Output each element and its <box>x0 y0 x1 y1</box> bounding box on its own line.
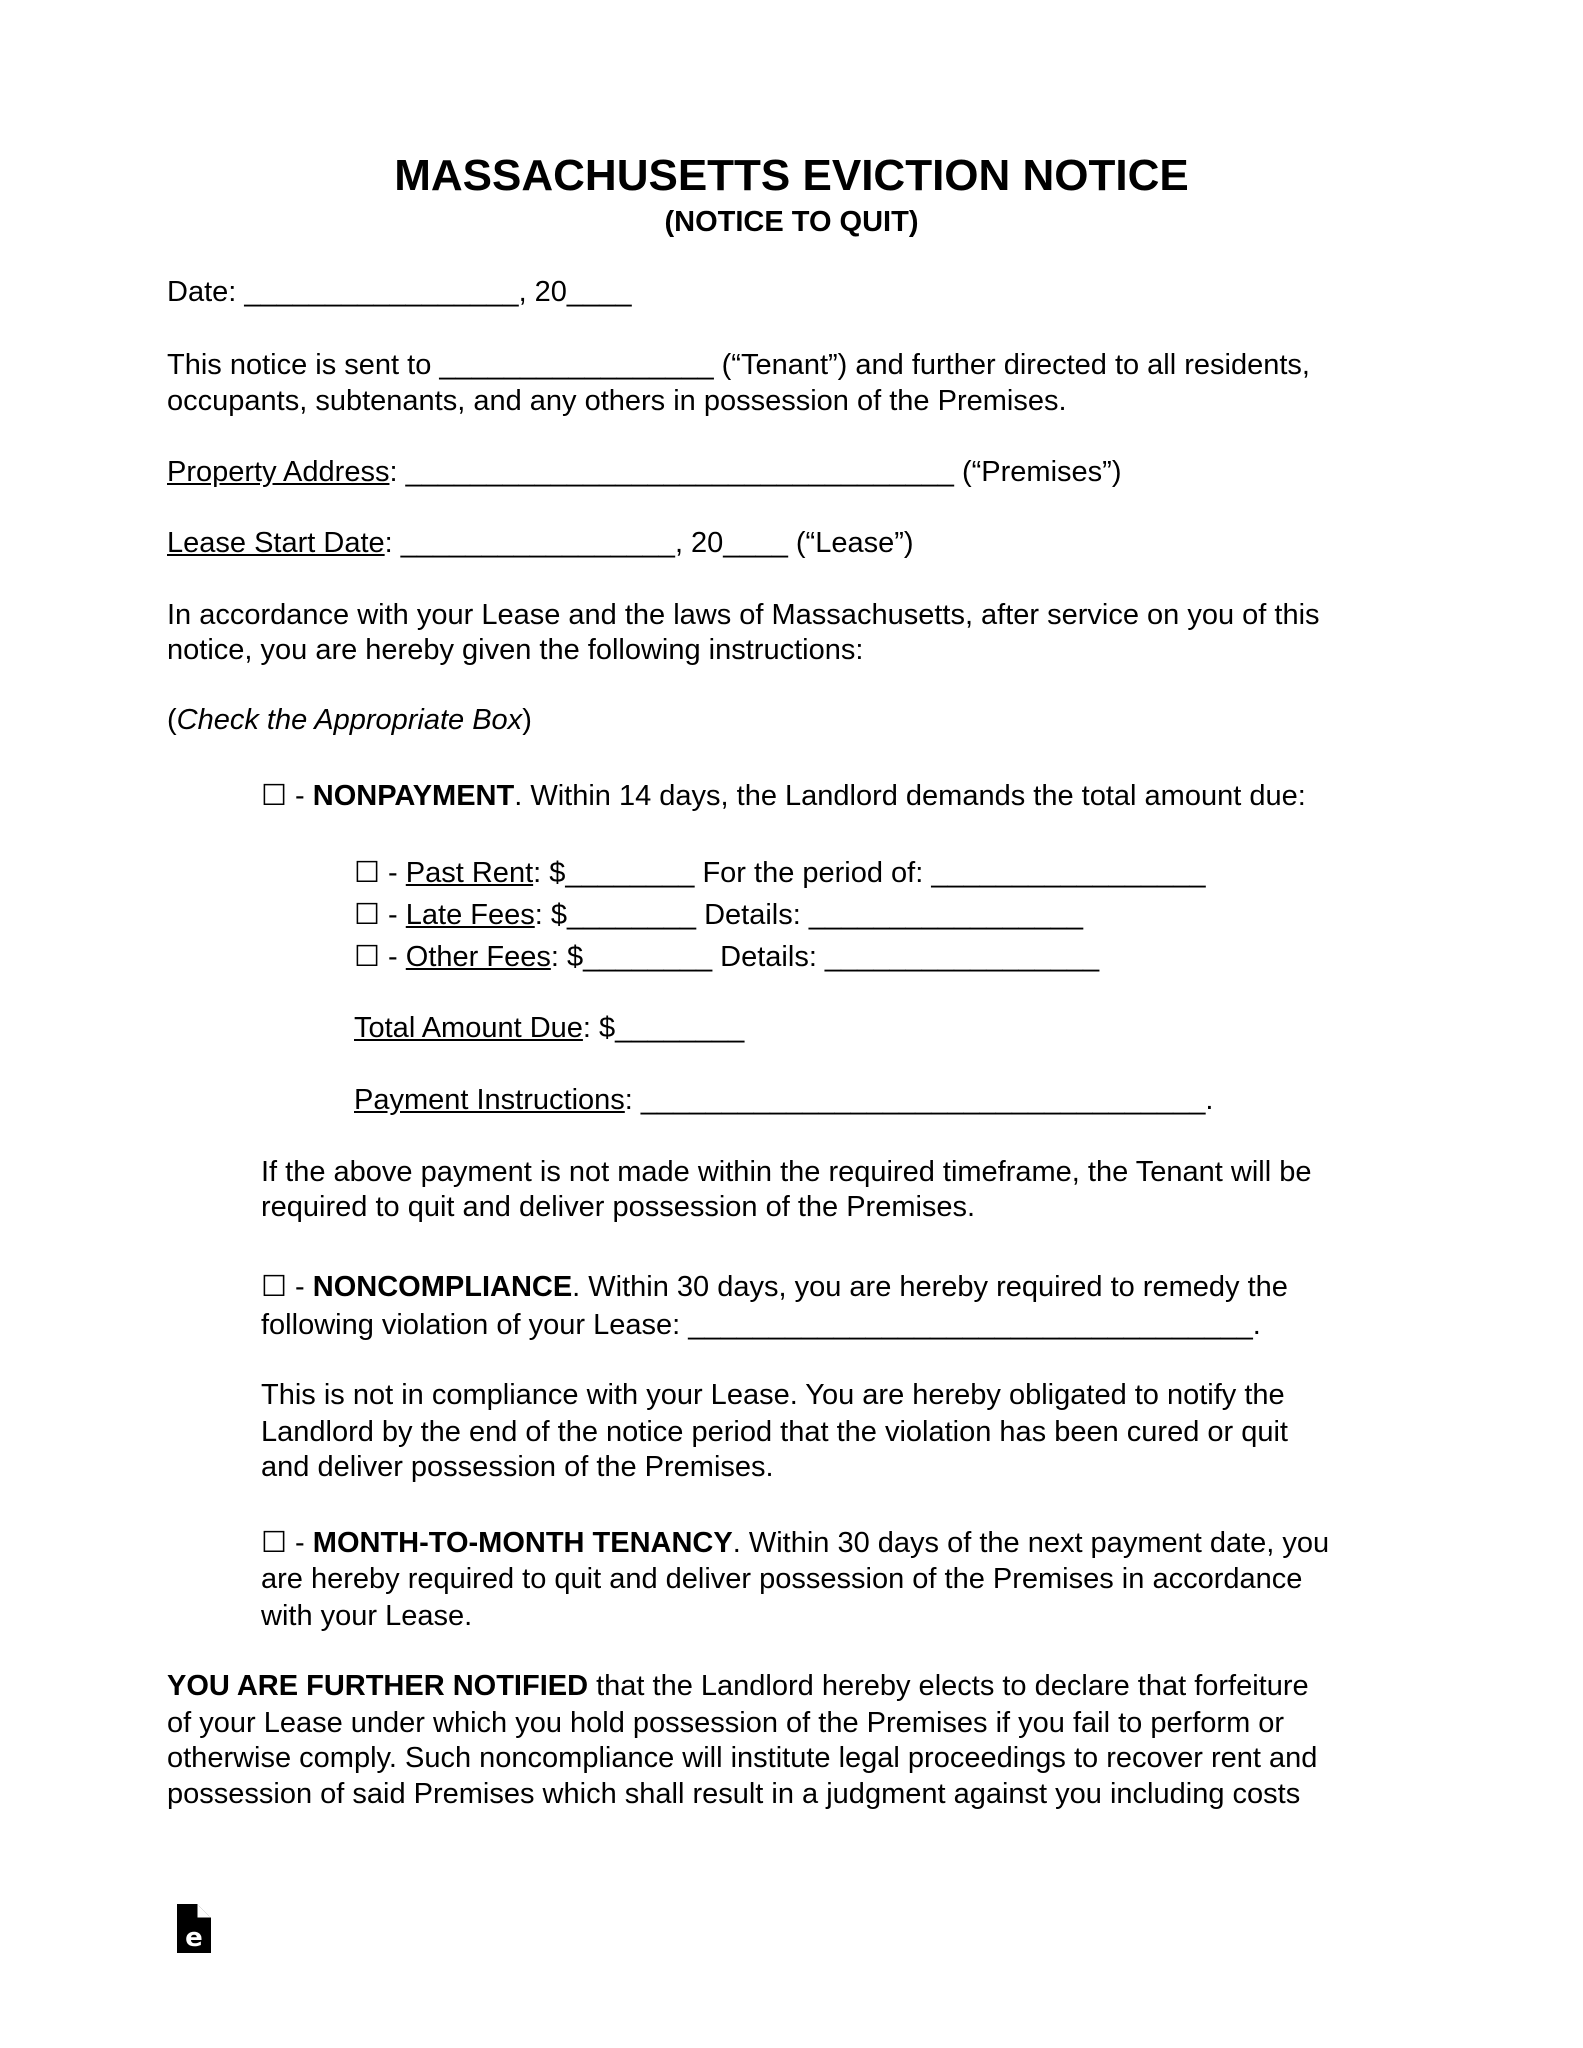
nonpayment-after-line1: If the above payment is not made within the required timeframe, the Tenant will be <box>261 1156 1312 1188</box>
month-to-month-line2: are hereby required to quit and deliver possession of the Premises in accordance <box>261 1563 1303 1595</box>
total-amount-field[interactable]: : $________ <box>582 1012 745 1044</box>
other-fees-field[interactable]: : $________ Details: _________________ <box>550 941 1100 973</box>
lease-start-line <box>167 525 914 561</box>
further-line1: YOU ARE FURTHER NOTIFIED that the Landlord hereby elects to declare that forfeiture <box>167 1670 1309 1702</box>
check-instruction: (Check the Appropriate Box) <box>167 704 532 736</box>
nonpayment-after-line2: required to quit and deliver possession of the Premises. <box>261 1191 976 1223</box>
lease-start-label: Lease Start Date <box>167 527 385 559</box>
nonpayment-checkbox[interactable]: ☐ <box>261 780 287 812</box>
other-fees-checkbox[interactable]: ☐ <box>354 941 380 973</box>
noncompliance-violation-field[interactable]: following violation of your Lease: ___________________________________. <box>261 1309 1261 1341</box>
month-to-month-checkbox[interactable]: ☐ <box>261 1527 287 1559</box>
property-address-label: Property Address <box>167 456 390 488</box>
payment-instructions-line: Payment Instructions: ___________________________________. <box>354 1084 1214 1116</box>
accordance-line1: In accordance with your Lease and the laws of Massachusetts, after service on you of this <box>167 599 1320 631</box>
property-address-field[interactable]: : __________________________________ (“Premises”) <box>389 456 1122 488</box>
other-fees-item: ☐ - Other Fees: $________ Details: _________________ <box>354 941 1100 973</box>
late-fees-checkbox[interactable]: ☐ <box>354 899 380 931</box>
notice-to-line1: This notice is sent to _________________ (“Tenant”) and further directed to all residents, <box>167 349 1310 381</box>
nonpayment-option: ☐ - NONPAYMENT. Within 14 days, the Landlord demands the total amount due: <box>261 780 1306 812</box>
property-address-line <box>167 454 1121 490</box>
late-fees-field[interactable]: : $________ Details: _________________ <box>534 899 1084 931</box>
total-amount-line: Total Amount Due: $________ <box>354 1012 745 1044</box>
noncompliance-p2: Landlord by the end of the notice period that the violation has been cured or quit <box>261 1416 1288 1448</box>
date-year[interactable]: , 20____ <box>518 276 632 308</box>
month-to-month-option: ☐ - MONTH-TO-MONTH TENANCY. Within 30 days of the next payment date, you <box>261 1527 1330 1559</box>
late-fees-item: ☐ - Late Fees: $________ Details: _________________ <box>354 899 1084 931</box>
past-rent-field[interactable]: : $________ For the period of: _________________ <box>533 857 1206 889</box>
payment-instructions-field[interactable]: : ___________________________________. <box>624 1084 1214 1116</box>
noncompliance-p1: This is not in compliance with your Lease. You are hereby obligated to notify the <box>261 1379 1285 1411</box>
date-field[interactable]: _________________ <box>244 276 519 308</box>
lease-start-field[interactable]: : _________________, 20____ (“Lease”) <box>384 527 914 559</box>
past-rent-item: ☐ - Past Rent: $________ For the period of: _________________ <box>354 857 1206 889</box>
further-line4: possession of said Premises which shall result in a judgment against you including costs <box>167 1778 1301 1810</box>
month-to-month-line3: with your Lease. <box>261 1600 473 1632</box>
page-subtitle: (NOTICE TO QUIT) <box>664 206 919 238</box>
notice-to-line2: occupants, subtenants, and any others in possession of the Premises. <box>167 385 1067 417</box>
document-e-logo-icon <box>177 1904 211 1953</box>
date-line <box>167 274 631 310</box>
svg-text:e: e <box>185 1923 203 1953</box>
noncompliance-checkbox[interactable]: ☐ <box>261 1271 287 1303</box>
noncompliance-option: ☐ - NONCOMPLIANCE. Within 30 days, you are hereby required to remedy the <box>261 1271 1288 1303</box>
accordance-line2: notice, you are hereby given the following instructions: <box>167 634 864 666</box>
page-title: MASSACHUSETTS EVICTION NOTICE <box>394 151 1189 200</box>
further-line3: otherwise comply. Such noncompliance will institute legal proceedings to recover rent and <box>167 1742 1318 1774</box>
further-line2: of your Lease under which you hold possession of the Premises if you fail to perform or <box>167 1707 1285 1739</box>
date-label: Date: <box>167 276 245 308</box>
noncompliance-p3: and deliver possession of the Premises. <box>261 1451 774 1483</box>
past-rent-checkbox[interactable]: ☐ <box>354 857 380 889</box>
